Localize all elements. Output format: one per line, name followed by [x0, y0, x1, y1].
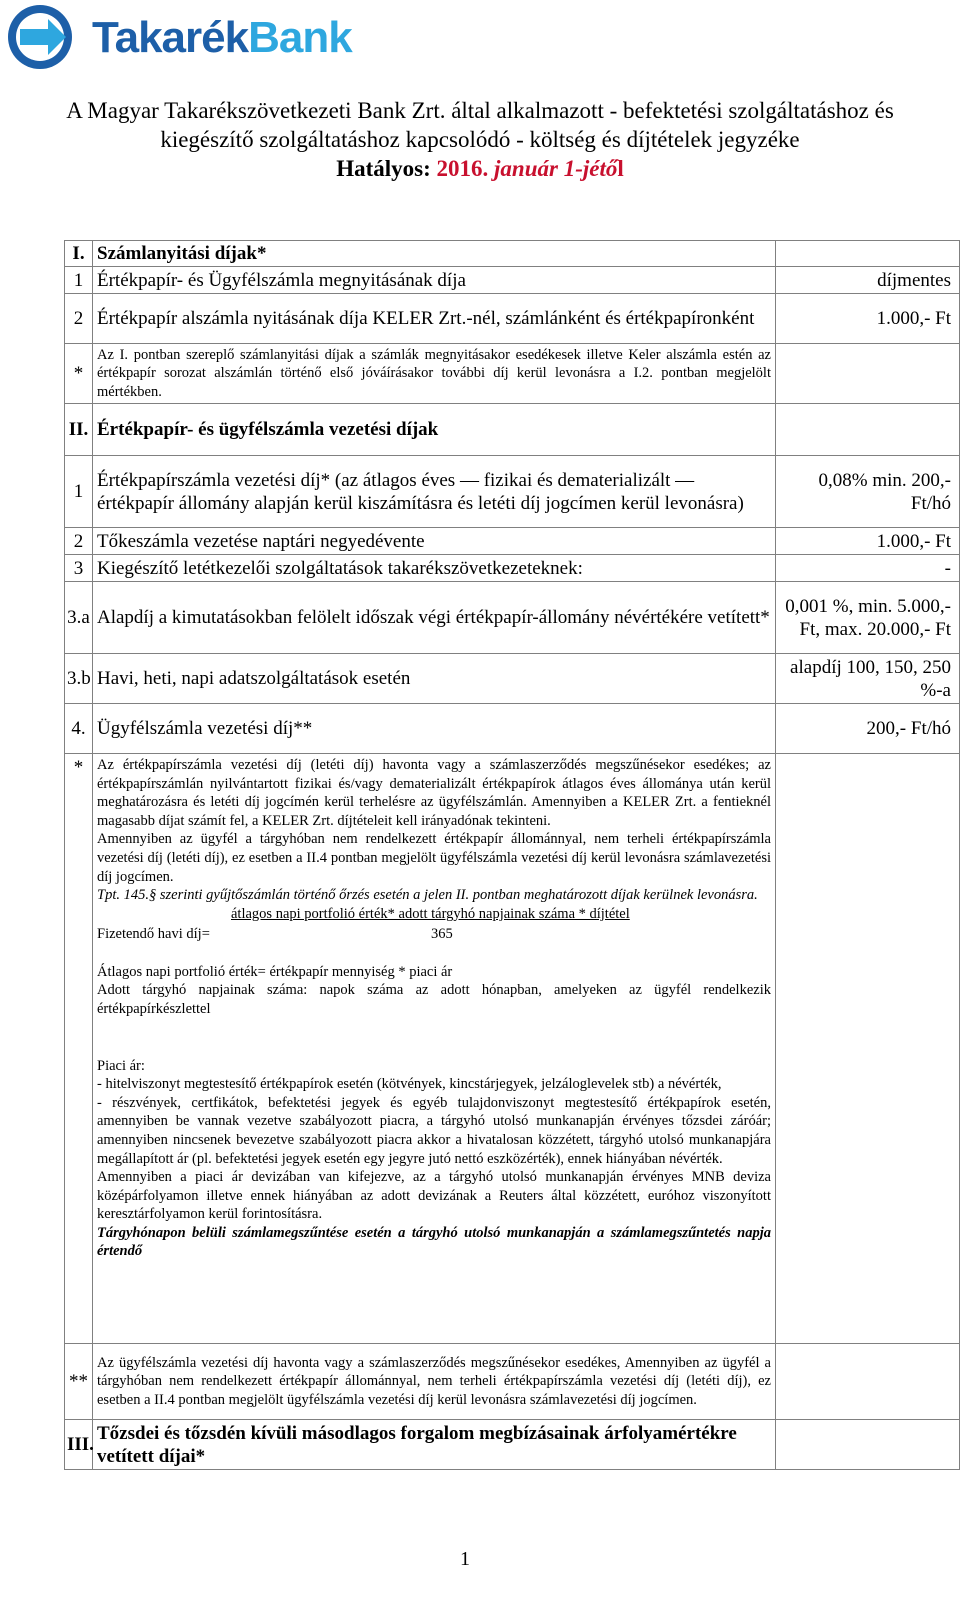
table-row: 4. Ügyfélszámla vezetési díj** 200,- Ft/hó: [65, 704, 960, 754]
formula-label: Fizetendő havi díj=: [97, 925, 210, 942]
note-text: Az I. pontban szereplő számlanyitási díjak a számlák megnyitásakor esedékesek illetve Keler alszámla estén az értékpapír sorozat alszámlán történő első jóváírásakor további díj kerül levonásra a I.2. pontban megjelölt mértékben.: [93, 344, 776, 404]
section-2-header: [65, 404, 960, 456]
section-1-header: [65, 241, 960, 267]
section-3-header: [65, 1420, 960, 1470]
table-row: 3 Kiegészítő letétkezelői szolgáltatások takarékszövetkezeteknek: -: [65, 555, 960, 582]
logo-wordmark: TakarékBank: [92, 13, 352, 62]
row-value: 200,- Ft/hó: [776, 704, 960, 754]
row-text: Ügyfélszámla vezetési díj**: [93, 704, 776, 754]
logo-arrow-icon: [2, 2, 78, 72]
table-row: 1 Értékpapírszámla vezetési díj* (az átlagos éves — fizikai és dematerializált — értékpapír állomány alapján kerül kiszámításra és letéti díj jogcímen kerül levonásra) 0,08% min. 200,- Ft/hó: [65, 456, 960, 528]
note-paragraph: Az értékpapírszámla vezetési díj (letéti díj) havonta vagy a számlaszerződés megszűnésekor esedékes; az értékpapírszámlán nyilvántartott fizikai és/vagy dematerializált értékpapírok átlagos éves állománya után kerül meghatározásra és letéti díj jogcímén kerül terhelésre az ügyfélszámlán. Amennyiben a KELER Zrt. a fentieknél magasabb díjat számít fel, a KELER Zrt. díjtételeit kell irányadónak tekinteni.: [97, 757, 771, 829]
piaci-ar-item: - hitelviszonyt megtestesítő értékpapírok esetén (kötvények, kincstárjegyek, jelzáloglevelek stb) a névérték,: [97, 1076, 722, 1093]
section-number: I.: [65, 241, 93, 267]
note-paragraph: Tpt. 145.§ szerinti gyűjtőszámlán történő őrzés esetén a jelen II. pontban meghatározott díjak kerülnek levonásra.: [97, 887, 758, 904]
row-text: Kiegészítő letétkezelői szolgáltatások takarékszövetkezeteknek:: [93, 555, 776, 582]
table-row: 3.b Havi, heti, napi adatszolgáltatások esetén alapdíj 100, 150, 250 %-a: [65, 654, 960, 704]
row-text: Értékpapírszámla vezetési díj* (az átlagos éves — fizikai és dematerializált — értékpapír állomány alapján kerül kiszámításra és letéti díj jogcímen kerül levonásra): [93, 456, 776, 528]
row-value: díjmentes: [776, 267, 960, 294]
row-value: -: [776, 555, 960, 582]
fee-table: [64, 240, 960, 1470]
formula-denominator: 365: [431, 925, 453, 942]
row-text: Tőkeszámla vezetése naptári negyedévente: [93, 528, 776, 555]
fee-formula: [97, 905, 771, 945]
piaci-ar-title: Piaci ár:: [97, 1057, 145, 1074]
table-row: 2 Értékpapír alszámla nyitásának díja KELER Zrt.-nél, számlánként és értékpapíronként 1.000,- Ft: [65, 294, 960, 344]
table-row: 1 Értékpapír- és Ügyfélszámla megnyitásának díja díjmentes: [65, 267, 960, 294]
row-value: 1.000,- Ft: [776, 294, 960, 344]
note-text: [93, 754, 776, 1344]
formula-numerator: átlagos napi portfolió érték* adott tárgyhó napjainak száma * díjtétel: [231, 905, 630, 922]
section-number: II.: [65, 404, 93, 456]
row-text: Alapdíj a kimutatásokban felölelt időszak végi értékpapír-állomány névértékére vetített*: [93, 582, 776, 654]
row-value: 0,001 %, min. 5.000,- Ft, max. 20.000,- Ft: [776, 582, 960, 654]
note-row: ** Az ügyfélszámla vezetési díj havonta vagy a számlaszerződés megszűnésekor esedékes, Amennyiben az ügyfél a tárgyhóban nem rendelkezett értékpapír állománnyal, nem terheli értékpapírszámla vezetési díj (letéti díj), ez esetben a II.4 pontban megjelölt ügyfélszámla vezetési díj kerül levonásra számlavezetési díj jogcímen.: [65, 1344, 960, 1420]
document-heading: [0, 96, 960, 183]
row-text: Értékpapír alszámla nyitásának díja KELER Zrt.-nél, számlánként és értékpapíronként: [93, 294, 776, 344]
row-text: Havi, heti, napi adatszolgáltatások esetén: [93, 654, 776, 704]
note-row: * Az értékpapírszámla vezetési díj (letéti díj) havonta vagy a számlaszerződés megszűnésekor esedékes; az értékpapírszámlán nyilvántartott fizikai és/vagy dematerializált értékpapírok átlagos éves állománya után kerül meghatározásra és letéti díj jogcímén kerül terhelésre az ügyfélszámlán. Amennyiben a KELER Zrt. a fentieknél magasabb díjat számít fel, a KELER Zrt. díjtételeit kell irányadónak tekinteni. Amennyiben az ügyfél a tárgyhóban nem rendelkezett értékpapír állománnyal, nem terheli értékpapírszámla vezetési díj (letéti díj), ez esetben a II.4 pontban megjelölt ügyfélszámla vezetési díj kerül levonásra számlavezetési díj jogcímen. Tpt. 145.§ szerinti gyűjtőszámlán történő őrzés esetén a jelen II. pontban meghatározott díjak kerülnek levonásra. átlagos napi portfolió érték* adott tárgyhó napjainak száma * díjtétel Fizetendő havi díj= 365 Átlagos napi portfolió érték= értékpapír mennyiség * piaci ár Adott tárgyhó napjainak száma: napok száma az adott hónapban, amelyeken az ügyfél rendelkezik értékpapírkészlettel Piaci ár: - hitelviszonyt megtestesítő értékpapírok esetén (kötvények, kincstárjegyek, jelzáloglevelek stb) a névérték, - részvények, certfikátok, befektetési jegyek és egyéb tulajdonviszonyt megtestesítő értékpapírok esetén, amennyiben be vannak vezetve szabályozott piacra, a tárgyhó utolsó munkanapján érvényes tőzsdei záróár; amennyiben nincsenek bevezetve szabályozott piacra akkor a hivatalosan közzétett, tárgyhó utolsó munkanapjára megállapított ár (pl. befektetési jegyek esetén egy jegyre jutó nettó eszközérték), ennek hiányában névérték. Amennyiben a piaci ár devizában van kifejezve, az a tárgyhó utolsó munkanapján érvényes MNB deviza középárfolyamon illetve ennek hiányában az adott devizának a Reuters által közzétett, euróhoz viszonyított keresztárfolyamon kerül forintosításra. Tárgyhónapon belüli számlamegszűntése esetén a tárgyhó utolsó munkanapján a számlamegszűntetés napja értendő: [65, 754, 960, 1344]
piaci-ar-item: - részvények, certfikátok, befektetési jegyek és egyéb tulajdonviszonyt megtestesítő értékpapírok esetén, amennyiben be vannak vezetve szabályozott piacra, a tárgyhó utolsó munkanapján érvényes tőzsdei záróár; amennyiben nincsenek bevezetve szabályozott piacra akkor a hivatalosan közzétett, tárgyhó utolsó munkanapjára megállapított ár (pl. befektetési jegyek esetén egy jegyre jutó nettó eszközérték), ennek hiányában névérték.: [97, 1094, 771, 1167]
section-title: Számlanyitási díjak*: [93, 241, 776, 267]
definition: Átlagos napi portfolió érték= értékpapír mennyiség * piaci ár: [97, 963, 453, 980]
page-number: 1: [460, 1548, 470, 1570]
heading-line-1: A Magyar Takarékszövetkezeti Bank Zrt. által alkalmazott - befektetési szolgáltatáshoz és: [66, 98, 894, 123]
definition: Adott tárgyhó napjainak száma: napok száma az adott hónapban, amelyeken az ügyfél rendelkezik értékpapírkészlettel: [97, 982, 771, 1017]
row-value: 0,08% min. 200,- Ft/hó: [776, 456, 960, 528]
note-paragraph: Amennyiben az ügyfél a tárgyhóban nem rendelkezett értékpapír állománnyal, nem terheli értékpapírszámla vezetési díj (letéti díj), ez esetben a II.4 pontban megjelölt ügyfélszámla vezetési díj kerül levonásra számlavezetési díj jogcímen.: [97, 831, 771, 885]
row-text: Értékpapír- és Ügyfélszámla megnyitásának díja: [93, 267, 776, 294]
table-row: 3.a Alapdíj a kimutatásokban felölelt időszak végi értékpapír-állomány névértékére vetített* 0,001 %, min. 5.000,- Ft, max. 20.000,- Ft: [65, 582, 960, 654]
section-number: III.: [65, 1420, 93, 1470]
effective-date: Hatályos: 2016. január 1-jétől: [336, 156, 624, 181]
piaci-ar-item: Amennyiben a piaci ár devizában van kifejezve, az a tárgyhó utolsó munkanapján érvényes MNB deviza középárfolyamon illetve ennek hiányában az adott devizának a Reuters által közzétett, euróhoz viszonyított keresztárfolyamon kerül forintosításra.: [97, 1169, 771, 1223]
note-row: * Az I. pontban szereplő számlanyitási díjak a számlák megnyitásakor esedékesek illetve Keler alszámla estén az értékpapír sorozat alszámlán történő első jóváírásakor további díj kerül levonásra a I.2. pontban megjelölt mértékben.: [65, 344, 960, 404]
row-value: 1.000,- Ft: [776, 528, 960, 555]
table-row: 2 Tőkeszámla vezetése naptári negyedévente 1.000,- Ft: [65, 528, 960, 555]
row-value: alapdíj 100, 150, 250 %-a: [776, 654, 960, 704]
section-title: Tőzsdei és tőzsdén kívüli másodlagos forgalom megbízásainak árfolyamértékre vetített díjai*: [93, 1420, 776, 1470]
heading-line-2: kiegészítő szolgáltatáshoz kapcsolódó - költség és díjtételek jegyzéke: [160, 127, 800, 152]
note-text: Az ügyfélszámla vezetési díj havonta vagy a számlaszerződés megszűnésekor esedékes, Amennyiben az ügyfél a tárgyhóban nem rendelkezett értékpapír állománnyal, nem terheli értékpapírszámla vezetési díj (letéti díj), ez esetben a II.4 pontban megjelölt ügyfélszámla vezetési díj kerül levonásra számlavezetési díj jogcímen.: [93, 1344, 776, 1420]
takarekbank-logo: [2, 2, 422, 76]
section-title: Értékpapír- és ügyfélszámla vezetési díjak: [93, 404, 776, 456]
piaci-ar-item: Tárgyhónapon belüli számlamegszűntése esetén a tárgyhó utolsó munkanapján a számlamegszűntetés napja értendő: [97, 1224, 771, 1260]
